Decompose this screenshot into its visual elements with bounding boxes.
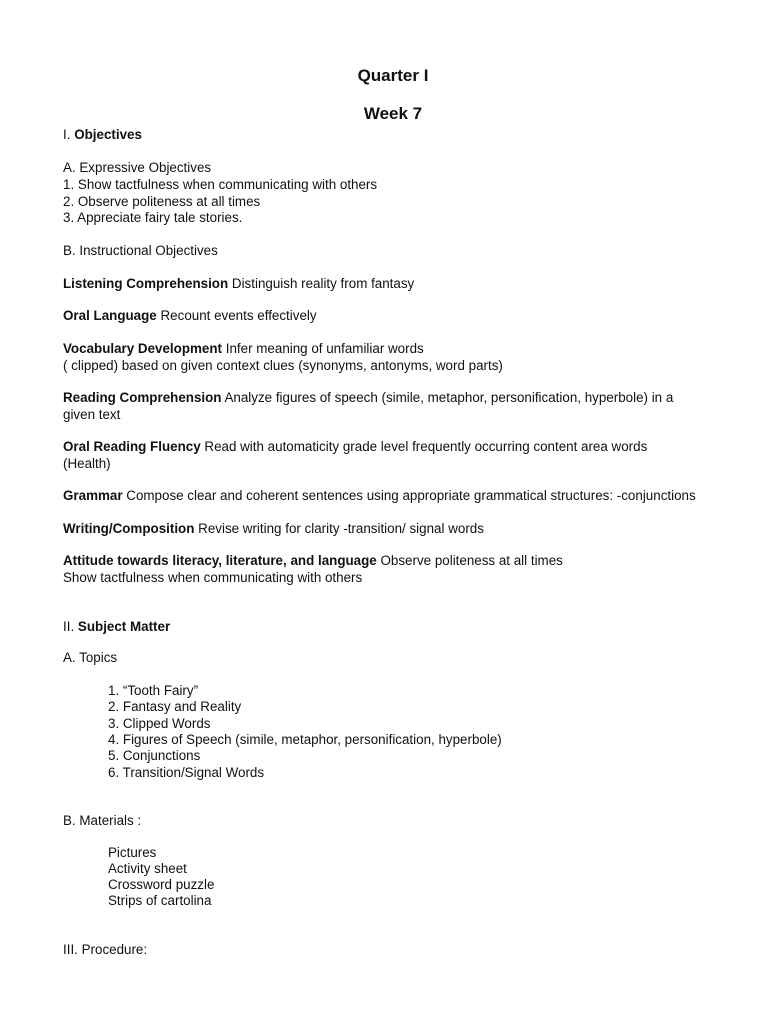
objective-text: Infer meaning of unfamiliar words <box>225 341 424 356</box>
list-item: 3. Appreciate fairy tale stories. <box>63 210 243 225</box>
objective-label: Grammar <box>63 488 123 503</box>
objective-text: Revise writing for clarity -transition/ signal words <box>198 521 484 536</box>
objective-entry <box>63 341 424 357</box>
list-item: 2. Fantasy and Reality <box>108 699 242 714</box>
list-item: 1. “Tooth Fairy” <box>108 683 199 698</box>
objective-text: Compose clear and coherent sentences using appropriate grammatical structures: -conjunctions <box>126 488 696 503</box>
procedure-heading: III. Procedure: <box>63 942 148 957</box>
objective-continuation: ( clipped) based on given context clues (synonyms, antonyms, word parts) <box>63 358 503 373</box>
objective-entry <box>63 390 673 406</box>
section-numeral: II. <box>63 619 75 634</box>
section-numeral: I. <box>63 127 71 142</box>
section-title: Subject Matter <box>77 619 171 634</box>
list-item: 4. Figures of Speech (simile, metaphor, personification, hyperbole) <box>108 732 502 747</box>
subject-matter-heading <box>63 619 170 635</box>
topics-heading: A. Topics <box>63 650 118 665</box>
list-item: 1. Show tactfulness when communicating with others <box>63 177 378 192</box>
instructional-objectives-heading: B. Instructional Objectives <box>63 243 218 258</box>
objective-label: Oral Language <box>63 308 157 323</box>
list-item: Crossword puzzle <box>108 877 215 892</box>
objective-text: Distinguish reality from fantasy <box>231 276 415 291</box>
objectives-heading <box>63 127 142 143</box>
list-item: Pictures <box>108 845 157 860</box>
week-title: Week 7 <box>363 104 423 123</box>
objective-label: Writing/Composition <box>63 521 195 536</box>
list-item: Strips of cartolina <box>108 893 212 908</box>
objective-entry <box>63 276 414 292</box>
objective-continuation: given text <box>63 407 121 422</box>
quarter-title: Quarter I <box>357 66 429 85</box>
objective-label: Attitude towards literacy, literature, and language <box>63 553 377 568</box>
objective-entry <box>63 308 317 324</box>
list-item: 2. Observe politeness at all times <box>63 194 261 209</box>
objective-label: Oral Reading Fluency <box>63 439 201 454</box>
objective-text: Read with automaticity grade level frequently occurring content area words <box>204 439 648 454</box>
list-item: 3. Clipped Words <box>108 716 211 731</box>
objective-text: Recount events effectively <box>160 308 317 323</box>
objective-text: Observe politeness at all times <box>380 553 563 568</box>
objective-label: Vocabulary Development <box>63 341 223 356</box>
section-title: Objectives <box>74 127 142 142</box>
objective-label: Reading Comprehension <box>63 390 222 405</box>
expressive-objectives-heading: A. Expressive Objectives <box>63 160 212 175</box>
objective-entry <box>63 521 484 537</box>
objective-continuation: (Health) <box>63 456 111 471</box>
list-item: 6. Transition/Signal Words <box>108 765 265 780</box>
objective-entry <box>63 439 647 455</box>
objective-text: Analyze figures of speech (simile, metaphor, personification, hyperbole) in a <box>224 390 674 405</box>
materials-heading: B. Materials : <box>63 813 142 828</box>
objective-entry <box>63 553 563 569</box>
objective-entry <box>63 488 696 504</box>
list-item: Activity sheet <box>108 861 187 876</box>
list-item: 5. Conjunctions <box>108 748 201 763</box>
objective-continuation: Show tactfulness when communicating with others <box>63 570 363 585</box>
objective-label: Listening Comprehension <box>63 276 229 291</box>
